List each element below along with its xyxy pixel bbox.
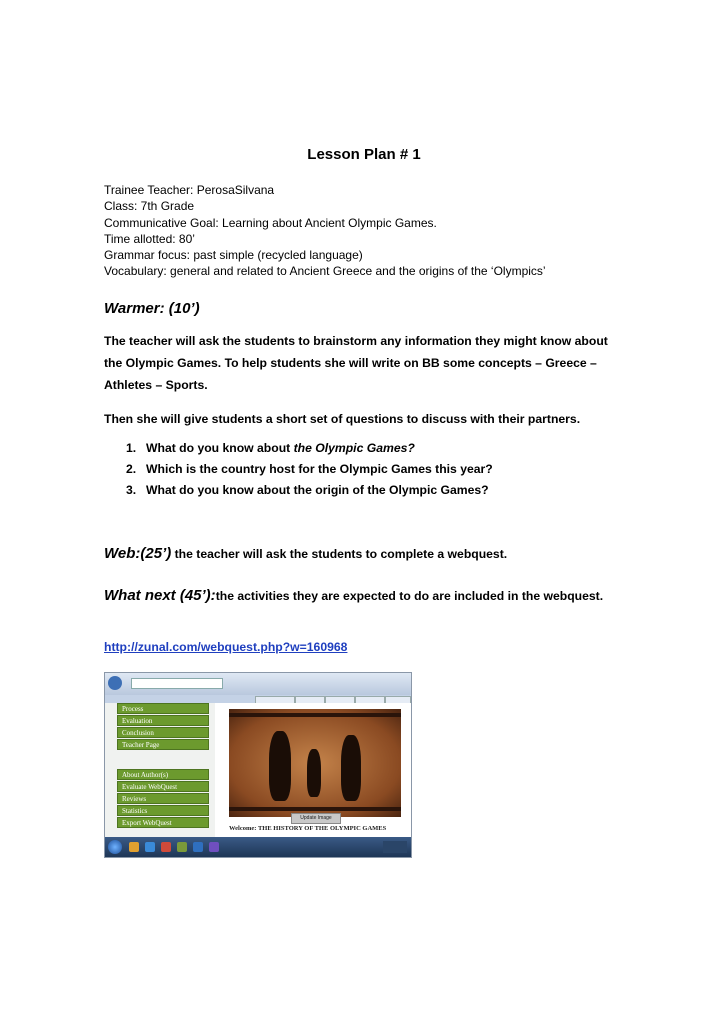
app-icon: [177, 842, 187, 852]
menu-item-conclusion: Conclusion: [117, 727, 209, 738]
next-section: [104, 584, 624, 608]
menu-item-statistics: Statistics: [117, 805, 209, 816]
welcome-text: Welcome: THE HISTORY OF THE OLYMPIC GAMES: [229, 825, 387, 832]
question-italic: the Olympic Games?: [293, 441, 415, 455]
athlete-figure: [307, 749, 321, 797]
update-image-button: Update Image: [291, 813, 341, 824]
word-icon: [193, 842, 203, 852]
question-text: What do you know about: [146, 441, 294, 455]
next-heading: What next (45’):: [104, 587, 216, 604]
warmer-paragraph-1: The teacher will ask the students to brainstorm any information they might know about the Olympic Games. To help students she will write on BB some concepts – Greece – Athletes – Sports.: [104, 334, 608, 392]
browser-tabs: [105, 695, 411, 703]
webquest-sidebar: [105, 703, 215, 837]
athlete-figure: [269, 731, 291, 801]
menu-item-teacher-page: Teacher Page: [117, 739, 209, 750]
info-grammar: Grammar focus: past simple (recycled language): [104, 248, 363, 263]
app-icon: [209, 842, 219, 852]
vase-band: [229, 713, 401, 717]
next-text: the activities they are expected to do are included in the webquest.: [215, 589, 604, 603]
question-number: 3.: [126, 483, 137, 497]
system-tray: [383, 841, 407, 853]
menu-item-about-authors: About Author(s): [117, 769, 209, 780]
warmer-heading: Warmer: (10’): [104, 300, 200, 317]
warmer-paragraph-2: Then she will give students a short set of questions to discuss with their partners.: [104, 412, 581, 426]
web-heading: Web:(25’): [104, 545, 172, 562]
question-number: 1.: [126, 441, 137, 455]
webquest-screenshot: [104, 672, 412, 858]
question-item: [126, 459, 493, 480]
web-section: [104, 545, 507, 563]
question-list: [126, 438, 493, 501]
question-number: 2.: [126, 462, 137, 476]
info-class: Class: 7th Grade: [104, 199, 195, 214]
menu-item-export-webquest: Export WebQuest: [117, 817, 209, 828]
question-item: [126, 438, 493, 459]
question-text: What do you know about the origin of the Olympic Games?: [146, 483, 489, 497]
back-arrow-icon: [108, 676, 122, 690]
menu-item-process: Process: [117, 703, 209, 714]
vase-band: [229, 807, 401, 811]
lesson-info: [104, 182, 546, 280]
explorer-icon: [129, 842, 139, 852]
info-teacher: Trainee Teacher: PerosaSilvana: [104, 183, 275, 197]
greek-vase-image: [229, 709, 401, 817]
menu-item-reviews: Reviews: [117, 793, 209, 804]
info-vocabulary: Vocabulary: general and related to Ancient Greece and the origins of the ‘Olympics’: [104, 264, 546, 279]
menu-item-evaluate-webquest: Evaluate WebQuest: [117, 781, 209, 792]
webquest-content: [105, 703, 411, 837]
address-bar: [131, 678, 223, 689]
question-item: [126, 480, 493, 501]
taskbar: [105, 837, 411, 857]
question-text: Which is the country host for the Olympic Games this year?: [146, 462, 493, 476]
page-title: Lesson Plan # 1: [307, 146, 421, 163]
webquest-link[interactable]: http://zunal.com/webquest.php?w=160968: [104, 640, 348, 654]
info-time: Time allotted: 80’: [104, 231, 195, 246]
menu-item-evaluation: Evaluation: [117, 715, 209, 726]
athlete-figure: [341, 735, 361, 801]
browser-icon: [145, 842, 155, 852]
media-icon: [161, 842, 171, 852]
web-text: the teacher will ask the students to complete a webquest.: [171, 547, 508, 561]
browser-toolbar: [105, 673, 411, 695]
info-goal: Communicative Goal: Learning about Ancient Olympic Games.: [104, 215, 437, 230]
start-orb-icon: [108, 840, 122, 854]
